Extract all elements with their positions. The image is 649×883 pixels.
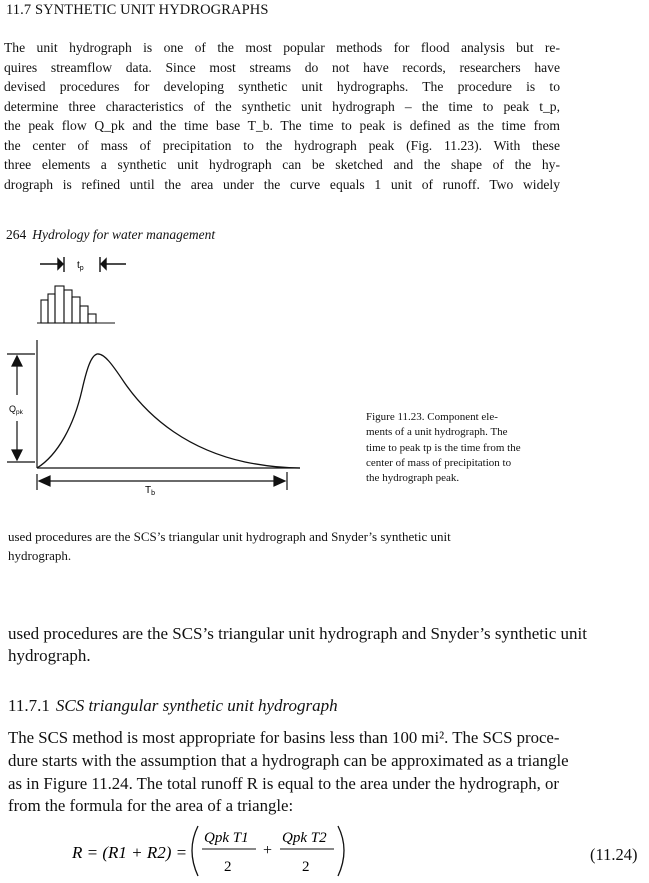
qpk-label: $Q_{pk}$ xyxy=(9,404,23,416)
intro-line-1: The unit hydrograph is one of the most popular methods for flood analysis but re- xyxy=(4,40,560,55)
intro-line-5: the peak flow Q_pk and the time base T_b. The time to peak is defined as the time from xyxy=(4,118,560,133)
book-title: Hydrology for water management xyxy=(32,227,216,242)
term1-numerator: Qpk T1 xyxy=(204,830,249,846)
scs-line-2: dure starts with the assumption that a hydrograph can be approximated as a triangle xyxy=(8,750,569,770)
hydrograph-curve xyxy=(37,354,300,468)
repeat-line-1: used procedures are the SCS’s triangular unit hydrograph and Snyder’s synthetic unit xyxy=(8,624,587,643)
axes xyxy=(37,340,300,468)
intro-line-3: devised procedures for developing synthetic unit hydrographs. The procedure is to xyxy=(4,79,560,94)
middle-line-1: used procedures are the SCS’s triangular unit hydrograph and Snyder’s synthetic unit xyxy=(8,529,451,544)
caption-line-4: center of mass of precipitation to xyxy=(366,456,512,469)
equation-lhs: R = (R1 + R2) = xyxy=(72,843,188,862)
tb-dimension xyxy=(37,472,287,490)
repeat-line-2: hydrograph. xyxy=(8,646,91,665)
tp-label: $t_p$ xyxy=(77,260,84,272)
middle-paragraph xyxy=(8,527,451,565)
left-paren xyxy=(192,826,198,876)
intro-line-8: drograph is refined until the area under the curve equals 1 unit of runoff. Two widely xyxy=(4,176,560,192)
scs-line-3: as in Figure 11.24. The total runoff R is equal to the area under the hydrograph, or xyxy=(8,773,560,793)
intro-paragraph xyxy=(4,38,560,194)
equation-number: (11.24) xyxy=(590,845,638,864)
running-header xyxy=(6,227,215,243)
section-heading: 11.7 SYNTHETIC UNIT HYDROGRAPHS xyxy=(6,2,269,18)
subsection-heading xyxy=(8,696,338,716)
subsection-title: SCS triangular synthetic unit hydrograph xyxy=(55,696,338,715)
scs-paragraph xyxy=(8,727,644,818)
figure-caption xyxy=(366,410,566,486)
precipitation-hyetograph xyxy=(37,286,115,323)
right-paren xyxy=(338,826,344,876)
subsection-number: 11.7.1 xyxy=(8,696,50,715)
term1-denominator: 2 xyxy=(224,859,232,875)
caption-line-5: the hydrograph peak. xyxy=(366,472,460,485)
intro-line-2: quires streamflow data. Since most streams do not have records, researchers have xyxy=(4,59,560,75)
middle-line-2: hydrograph. xyxy=(8,548,72,563)
page-number: 264 xyxy=(6,227,27,242)
repeat-paragraph xyxy=(8,623,648,667)
plus-sign: + xyxy=(263,842,273,859)
scs-line-4: from the formula for the area of a triangle: xyxy=(8,796,294,816)
intro-line-7: three elements a synthetic unit hydrograph can be sketched and the shape of the hy- xyxy=(4,157,560,172)
tb-label: $T_b$ xyxy=(145,485,156,495)
equation-11-24 xyxy=(60,818,360,882)
term2-denominator: 2 xyxy=(302,859,310,875)
caption-line-1: Figure 11.23. Component ele- xyxy=(366,411,498,423)
intro-line-6: the center of mass of precipitation to the hydrograph peak (Fig. 11.23). With these xyxy=(4,137,560,153)
intro-line-4: determine three characteristics of the synthetic unit hydrograph – the time to peak t_p, xyxy=(4,98,560,114)
unit-hydrograph-figure xyxy=(0,250,340,495)
scs-line-1: The SCS method is most appropriate for basins less than 100 mi². The SCS proce- xyxy=(8,728,560,747)
term2-numerator: Qpk T2 xyxy=(282,830,327,846)
caption-line-2: ments of a unit hydrograph. The xyxy=(366,426,508,439)
caption-line-3: time to peak tp is the time from the xyxy=(366,441,521,454)
